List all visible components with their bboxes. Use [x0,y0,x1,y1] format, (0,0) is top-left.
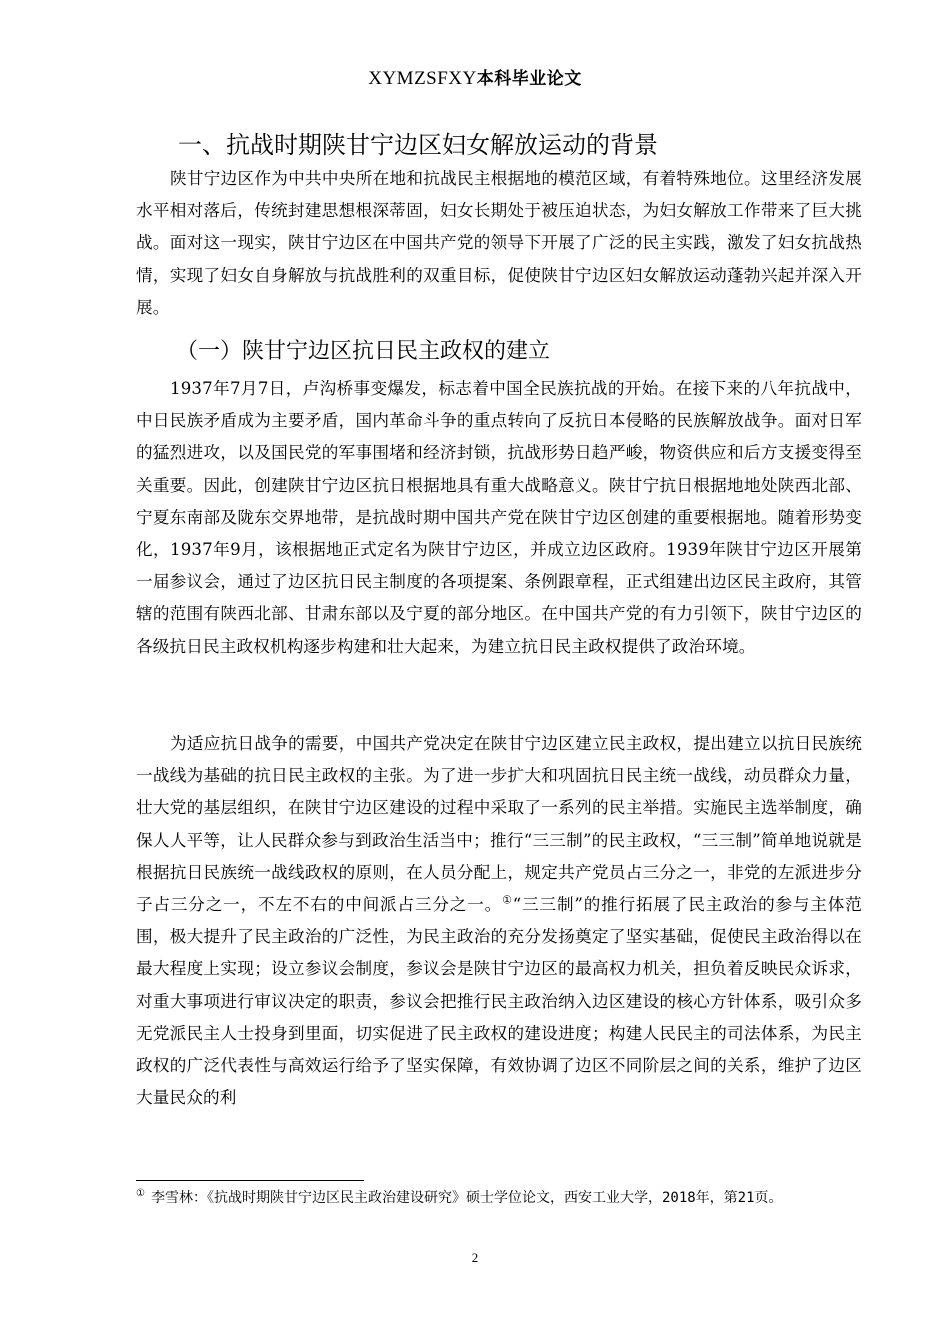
paragraph-text-part-1: 为适应抗日战争的需要，中国共产党决定在陕甘宁边区建立民主政权，提出建立以抗日民族统一战线为基础的抗日民主政权的主张。为了进一步扩大和巩固抗日民主统一战线，动员群众力量，壮大党的基层组织，在陕甘宁边区建设的过程中采取了一系列的民主举措。实施民主选举制度，确保人人平等，让人民群众参与到政治生活当中；推行“三三制”的民主政权，“三三制”简单地说就是根据抗日民族统一战线政权的原则，在人员分配上，规定共产党员占三分之一，非党的左派进步分子占三分之一，不左不右的中间派占三分之一。 [136,734,862,915]
footnote [136,1186,862,1210]
section-heading: 一、抗战时期陕甘宁边区妇女解放运动的背景 [178,131,658,159]
body-paragraph-2 [136,728,862,1114]
footnote-mark: ① [136,1188,145,1200]
body-paragraph-1: 1937年7月7日，卢沟桥事变爆发，标志着中国全民族抗战的开始。在接下来的八年抗战中，中日民族矛盾成为主要矛盾，国内革命斗争的重点转向了反抗日本侵略的民族解放战争。面对日军的猛烈进攻，以及国民党的军事围堵和经济封锁，抗战形势日趋严峻，物资供应和后方支援变得至关重要。因此，创建陕甘宁边区抗日根据地具有重大战略意义。陕甘宁抗日根据地地处陕西北部、宁夏东南部及陇东交界地带，是抗战时期中国共产党在陕甘宁边区创建的重要根据地。随着形势变化，1937年9月，该根据地正式定名为陕甘宁边区，并成立边区政府。1939年陕甘宁边区开展第一届参议会，通过了边区抗日民主制度的各项提案、条例跟章程，正式组建出边区民主政府，其管辖的范围有陕西北部、甘肃东部以及宁夏的部分地区。在中国共产党的有力引领下，陕甘宁边区的各级抗日民主政权机构逐步构建和壮大起来，为建立抗日民主政权提供了政治环境。 [136,379,862,656]
paragraph-text-part-2: “三三制”的推行拓展了民主政治的参与主体范围，极大提升了民主政治的广泛性，为民主政治的充分发扬奠定了坚实基础，促使民主政治得以在最大程度上实现；设立参议会制度，参议会是陕甘宁边区的最高权力机关，担负着反映民众诉求，对重大事项进行审议决定的职责，参议会把推行民主政治纳入边区建设的核心方针体系，吸引众多无党派民主人士投身到里面，切实促进了民主政权的建设进度；构建人民民主的司法体系，为民主政权的广泛代表性与高效运行给予了坚实保障，有效协调了边区不同阶层之间的关系，维护了边区大量民众的利 [136,895,862,1108]
header-code: XYMZSFXY [368,68,477,89]
header-title: 本科毕业论文 [476,69,582,89]
running-header [0,66,950,92]
footnote-reference[interactable]: ① [502,893,513,907]
page-number: 2 [471,1250,479,1265]
footnote-separator [136,1180,364,1181]
subsection-heading: （一）陕甘宁边区抗日民主政权的建立 [176,339,551,364]
footnote-text: 李雪林：《抗战时期陕甘宁边区民主政治建设研究》硕士学位论文，西安工业大学，2018年，第21页。 [150,1190,783,1206]
section-intro-paragraph: 陕甘宁边区作为中共中央所在地和抗战民主根据地的模范区域，有着特殊地位。这里经济发展水平相对落后，传统封建思想根深蒂固，妇女长期处于被压迫状态，为妇女解放工作带来了巨大挑战。面对这一现实，陕甘宁边区在中国共产党的领导下开展了广泛的民主实践，激发了妇女抗战热情，实现了妇女自身解放与抗战胜利的双重目标，促使陕甘宁边区妇女解放运动蓬勃兴起并深入开展。 [136,169,862,317]
